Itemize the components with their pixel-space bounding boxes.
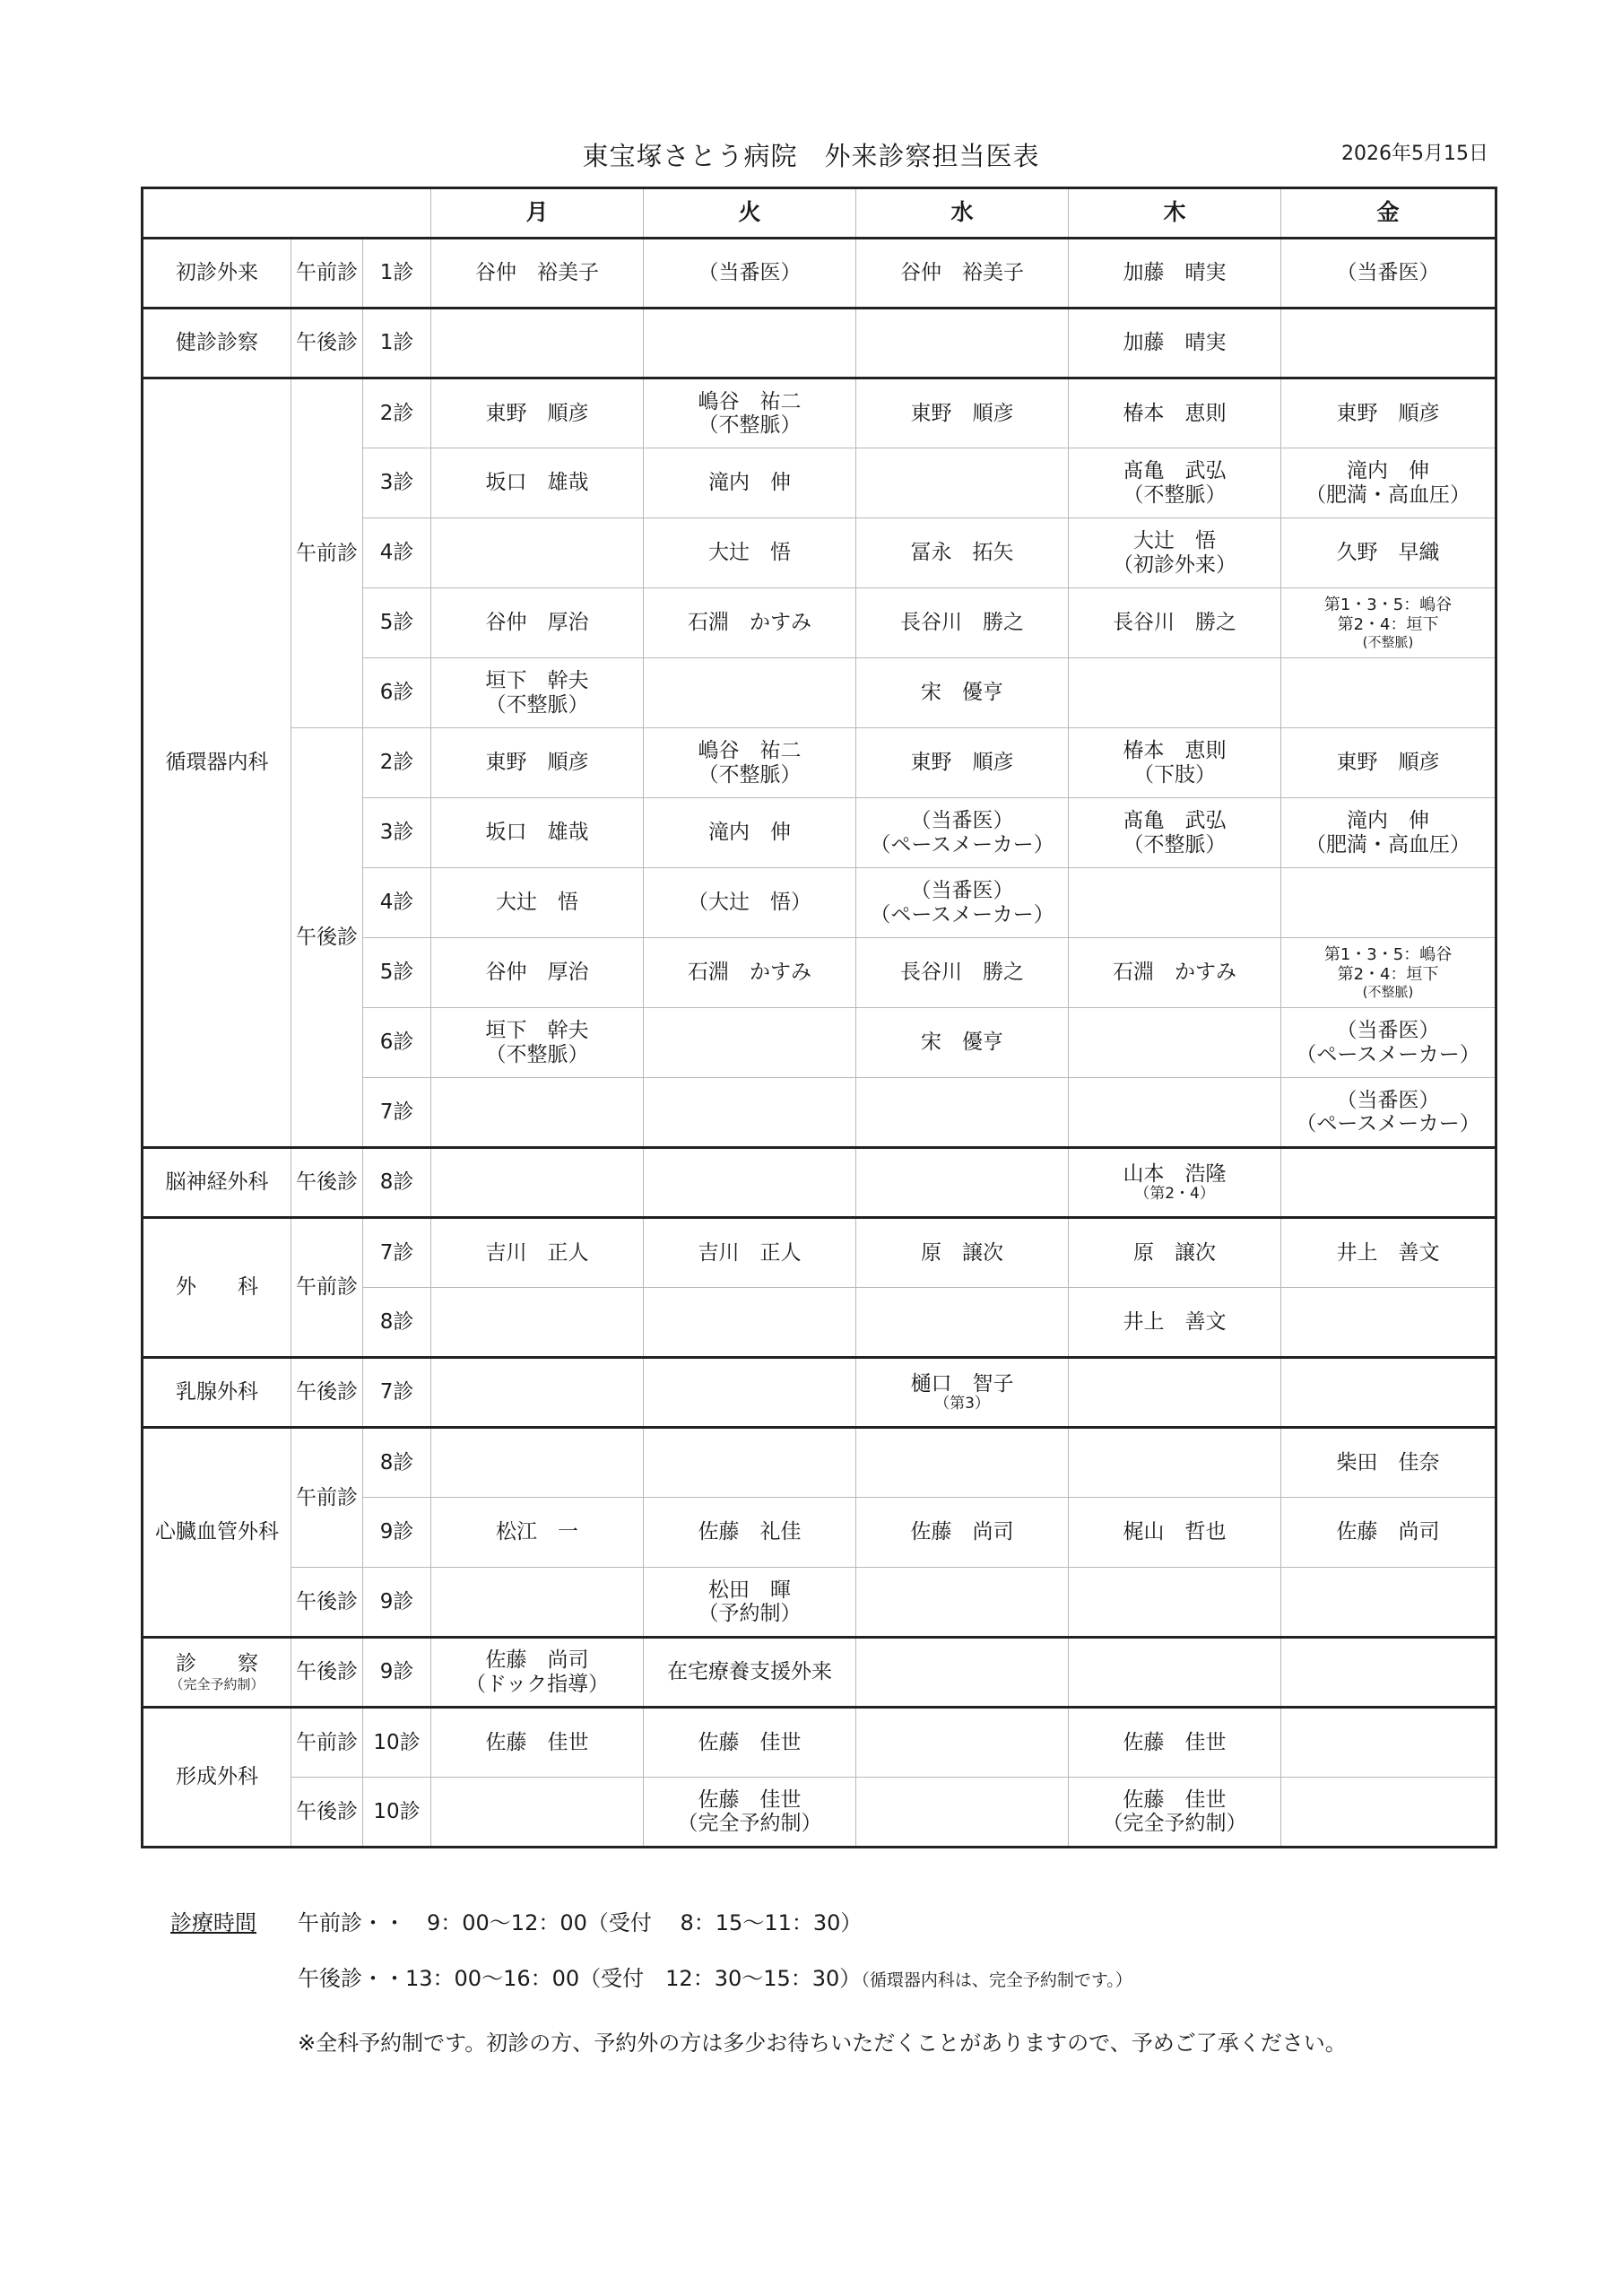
doctor-cell-mon [431, 1638, 644, 1708]
doctor-cell-fri [1281, 1568, 1496, 1638]
page-title: 東宝塚さとう病院 外来診察担当医表 [582, 141, 1040, 171]
doctor-name: 第1・3・5：嶋谷 [1323, 944, 1453, 964]
doctor-cell-fri [1281, 588, 1496, 658]
table-row [143, 309, 1496, 378]
doctor-note: （ドック指導） [464, 1672, 610, 1696]
doctor-name: 谷仲 厚治 [485, 961, 589, 985]
doctor-note: （予約制） [698, 1602, 802, 1625]
doctor-cell-tue [644, 1078, 856, 1148]
header-blank [143, 188, 431, 239]
doctor-cell-fri [1281, 1778, 1496, 1848]
doctor-cell-fri [1281, 938, 1496, 1008]
doctor-name: 第1・3・5：嶋谷 [1323, 595, 1453, 614]
doctor-name: 大辻 悟 [708, 541, 792, 565]
doctor-name: 佐藤 尚司 [1336, 1520, 1440, 1544]
doctor-name: 石淵 かすみ [1113, 961, 1237, 985]
doctor-cell-thu [1069, 309, 1281, 378]
doctor-cell-fri [1281, 658, 1496, 728]
doctor-name: 柴田 佳奈 [1336, 1450, 1440, 1474]
department-name: 診 察 [176, 1652, 258, 1676]
doctor-name: 佐藤 佳世 [1123, 1787, 1227, 1812]
doctor-cell-wed [856, 1288, 1069, 1358]
doctor-cell-mon [431, 1008, 644, 1078]
doctor-cell-wed [856, 1008, 1069, 1078]
doctor-cell-fri [1281, 868, 1496, 938]
doctor-cell-tue [644, 1148, 856, 1218]
hours-pm-row [298, 1961, 1132, 1992]
table-row [143, 1148, 1496, 1218]
doctor-name: 垣下 幹夫 [485, 1019, 589, 1043]
doctor-note: （肥満・高血圧） [1305, 832, 1471, 857]
doctor-cell-thu [1069, 1428, 1281, 1498]
doctor-name: （大辻 悟） [688, 891, 812, 915]
doctor-name: 髙亀 武弘 [1123, 809, 1227, 833]
doctor-cell-tue [644, 1008, 856, 1078]
doctor-cell-tue [644, 868, 856, 938]
room-cell: 7診 [363, 1218, 431, 1288]
doctor-name: 宋 優亨 [921, 1031, 1004, 1055]
doctor-cell-thu [1069, 1358, 1281, 1428]
doctor-note: （第2・4） [1134, 1184, 1215, 1203]
header-day-tue: 火 [644, 188, 856, 239]
doctor-name: 椿本 恵則 [1123, 739, 1227, 763]
department-cell [143, 1148, 291, 1218]
doctor-cell-thu [1069, 1218, 1281, 1288]
room-cell: 7診 [363, 1358, 431, 1428]
doctor-name: 井上 善文 [1336, 1240, 1440, 1265]
doctor-name: 吉川 正人 [485, 1240, 589, 1265]
doctor-cell-thu [1069, 1708, 1281, 1778]
doctor-cell-tue [644, 518, 856, 588]
doctor-note: （完全予約制） [1102, 1812, 1247, 1835]
table-row [143, 1778, 1496, 1848]
room-cell: 6診 [363, 658, 431, 728]
period-cell: 午前診 [291, 1428, 363, 1568]
doctor-cell-mon [431, 1568, 644, 1638]
room-cell: 9診 [363, 1498, 431, 1568]
doctor-name: 坂口 雄哉 [485, 471, 589, 495]
doctor-name: 佐藤 佳世 [485, 1730, 589, 1754]
room-cell: 1診 [363, 309, 431, 378]
doctor-cell-thu [1069, 938, 1281, 1008]
doctor-cell-tue [644, 309, 856, 378]
table-row [143, 1638, 1496, 1708]
doctor-name: 佐藤 尚司 [910, 1520, 1014, 1544]
doctor-name: 東野 順彦 [1336, 401, 1440, 425]
doctor-cell-wed [856, 1708, 1069, 1778]
doctor-note: （肥満・高血圧） [1305, 483, 1471, 507]
doctor-note: 第2・4：垣下 [1337, 964, 1439, 984]
room-cell: 7診 [363, 1078, 431, 1148]
doctor-cell-mon [431, 728, 644, 798]
doctor-cell-thu [1069, 1078, 1281, 1148]
room-cell: 2診 [363, 728, 431, 798]
doctor-cell-thu [1069, 518, 1281, 588]
doctor-cell-tue [644, 798, 856, 868]
doctor-name: 谷仲 厚治 [485, 611, 589, 635]
doctor-note: （不整脈） [485, 1042, 589, 1066]
doctor-name: （当番医） [1336, 261, 1440, 285]
doctor-name: 原 譲次 [921, 1240, 1004, 1265]
doctor-cell-wed [856, 1568, 1069, 1638]
doctor-cell-thu [1069, 588, 1281, 658]
department-cell [143, 1638, 291, 1708]
doctor-name: 髙亀 武弘 [1123, 459, 1227, 483]
doctor-name: 大辻 悟 [1133, 529, 1217, 553]
doctor-note: （ペースメーカー） [870, 902, 1054, 926]
department-cell [143, 1428, 291, 1638]
doctor-note: （下肢） [1133, 762, 1217, 787]
doctor-name: 原 譲次 [1133, 1240, 1217, 1265]
doctor-cell-tue [644, 1358, 856, 1428]
department-name: 外 科 [176, 1275, 258, 1300]
doctor-cell-mon [431, 1778, 644, 1848]
doctor-cell-tue [644, 378, 856, 448]
doctor-name: 長谷川 勝之 [1113, 611, 1237, 635]
department-name: 循環器内科 [165, 751, 269, 775]
period-cell: 午前診 [291, 1218, 363, 1358]
doctor-cell-fri [1281, 239, 1496, 309]
doctor-cell-tue [644, 1708, 856, 1778]
doctor-cell-mon [431, 518, 644, 588]
doctor-name: 東野 順彦 [910, 751, 1014, 775]
doctor-cell-fri [1281, 1638, 1496, 1708]
doctor-cell-mon [431, 868, 644, 938]
doctor-name: （当番医） [910, 809, 1014, 833]
doctor-cell-wed [856, 518, 1069, 588]
doctor-cell-wed [856, 378, 1069, 448]
doctor-cell-tue [644, 1778, 856, 1848]
period-cell: 午後診 [291, 728, 363, 1148]
room-cell: 8診 [363, 1428, 431, 1498]
header-day-wed: 水 [856, 188, 1069, 239]
doctor-cell-thu [1069, 868, 1281, 938]
doctor-cell-thu [1069, 1288, 1281, 1358]
doctor-cell-tue [644, 1218, 856, 1288]
doctor-cell-wed [856, 1358, 1069, 1428]
department-cell [143, 1708, 291, 1848]
doctor-name: 山本 浩隆 [1123, 1161, 1227, 1186]
room-cell: 4診 [363, 868, 431, 938]
doctor-name: 谷仲 裕美子 [475, 261, 600, 285]
period-cell: 午後診 [291, 1148, 363, 1218]
doctor-cell-mon [431, 239, 644, 309]
room-cell: 3診 [363, 448, 431, 518]
doctor-cell-fri [1281, 309, 1496, 378]
doctor-name: 滝内 伸 [708, 471, 792, 495]
doctor-cell-thu [1069, 1498, 1281, 1568]
doctor-cell-fri [1281, 518, 1496, 588]
table-row [143, 239, 1496, 309]
doctor-name: （当番医） [698, 261, 802, 285]
doctor-name: 谷仲 裕美子 [900, 261, 1025, 285]
doctor-cell-wed [856, 1148, 1069, 1218]
doctor-cell-fri [1281, 378, 1496, 448]
doctor-name: 東野 順彦 [1336, 751, 1440, 775]
doctor-name: 佐藤 礼佳 [698, 1520, 802, 1544]
doctor-name: 宋 優亨 [921, 681, 1004, 705]
doctor-cell-thu [1069, 448, 1281, 518]
doctor-cell-wed [856, 1638, 1069, 1708]
doctor-name: 久野 早織 [1336, 541, 1440, 565]
doctor-cell-tue [644, 728, 856, 798]
period-cell: 午後診 [291, 1778, 363, 1848]
period-cell: 午後診 [291, 309, 363, 378]
doctor-cell-mon [431, 938, 644, 1008]
doctor-cell-mon [431, 448, 644, 518]
doctor-cell-thu [1069, 658, 1281, 728]
room-cell: 10診 [363, 1778, 431, 1848]
doctor-cell-thu [1069, 1638, 1281, 1708]
doctor-cell-mon [431, 1708, 644, 1778]
doctor-cell-wed [856, 309, 1069, 378]
department-cell [143, 309, 291, 378]
doctor-cell-fri [1281, 448, 1496, 518]
doctor-cell-thu [1069, 798, 1281, 868]
doctor-cell-mon [431, 1498, 644, 1568]
doctor-cell-tue [644, 1498, 856, 1568]
doctor-name: 滝内 伸 [1347, 459, 1430, 483]
doctor-name: 滝内 伸 [708, 821, 792, 845]
doctor-cell-fri [1281, 798, 1496, 868]
doctor-note: （不整脈） [1123, 483, 1227, 507]
department-name: 形成外科 [176, 1765, 258, 1789]
doctor-cell-tue [644, 1288, 856, 1358]
department-name: 乳腺外科 [176, 1380, 258, 1405]
doctor-name: 佐藤 尚司 [485, 1648, 589, 1673]
doctor-cell-thu [1069, 1008, 1281, 1078]
doctor-cell-fri [1281, 1078, 1496, 1148]
doctor-name: 松田 暉 [708, 1578, 792, 1602]
header-day-thu: 木 [1069, 188, 1281, 239]
doctor-note: （ペースメーカー） [1296, 1042, 1480, 1066]
doctor-cell-tue [644, 1638, 856, 1708]
table-row [143, 1708, 1496, 1778]
doctor-note: （不整脈） [698, 762, 802, 787]
doctor-cell-wed [856, 1498, 1069, 1568]
hours-pm-note: （循環器内科は、完全予約制です。） [861, 1970, 1132, 1990]
period-cell: 午後診 [291, 1568, 363, 1638]
doctor-cell-wed [856, 1218, 1069, 1288]
department-name: 健診診察 [176, 331, 258, 355]
doctor-cell-wed [856, 448, 1069, 518]
doctor-name: 嶋谷 祐二 [698, 389, 802, 413]
doctor-cell-mon [431, 1218, 644, 1288]
doctor-name: 梶山 哲也 [1123, 1520, 1227, 1544]
hours-am: 午前診・・ 9：00～12：00（受付 8：15～11：30） [298, 1910, 863, 1935]
table-row [143, 378, 1496, 448]
doctor-name: 加藤 晴実 [1123, 331, 1227, 355]
hours-label: 診療時間 [170, 1910, 256, 1935]
table-row [143, 1218, 1496, 1288]
doctor-name: 佐藤 佳世 [698, 1787, 802, 1812]
room-cell: 1診 [363, 239, 431, 309]
doctor-note: 第2・4：垣下 [1337, 614, 1439, 634]
doctor-name: 樋口 智子 [910, 1371, 1014, 1396]
doctor-cell-mon [431, 588, 644, 658]
doctor-name: 吉川 正人 [698, 1240, 802, 1265]
doctor-note: （ペースメーカー） [1296, 1112, 1480, 1135]
doctor-cell-wed [856, 728, 1069, 798]
doctor-cell-fri [1281, 1428, 1496, 1498]
reservation-note: ※全科予約制です。初診の方、予約外の方は多少お待ちいただくことがありますので、予めご了承ください。 [298, 2031, 1347, 2056]
doctor-name: 大辻 悟 [496, 891, 579, 915]
doctor-cell-mon [431, 378, 644, 448]
doctor-note: (不整脈) [1362, 984, 1414, 1001]
room-cell: 4診 [363, 518, 431, 588]
doctor-cell-thu [1069, 728, 1281, 798]
doctor-cell-fri [1281, 728, 1496, 798]
header-row [143, 188, 1496, 239]
doctor-cell-wed [856, 1428, 1069, 1498]
doctor-cell-wed [856, 1078, 1069, 1148]
doctor-name: （当番医） [1336, 1088, 1440, 1112]
doctor-name: 冨永 拓矢 [910, 541, 1014, 565]
doctor-name: 石淵 かすみ [688, 611, 812, 635]
room-cell: 10診 [363, 1708, 431, 1778]
doctor-cell-thu [1069, 239, 1281, 309]
doctor-cell-fri [1281, 1008, 1496, 1078]
doctor-name: 坂口 雄哉 [485, 821, 589, 845]
table-row [143, 1428, 1496, 1498]
doctor-cell-fri [1281, 1218, 1496, 1288]
doctor-name: 東野 順彦 [485, 401, 589, 425]
doctor-name: 嶋谷 祐二 [698, 739, 802, 763]
doctor-cell-fri [1281, 1708, 1496, 1778]
room-cell: 8診 [363, 1288, 431, 1358]
doctor-cell-tue [644, 239, 856, 309]
doctor-cell-mon [431, 1288, 644, 1358]
doctor-cell-fri [1281, 1148, 1496, 1218]
issue-date: 2026年5月15日 [1341, 143, 1488, 165]
doctor-cell-tue [644, 588, 856, 658]
doctor-name: 在宅療養支援外来 [667, 1660, 833, 1684]
doctor-cell-mon [431, 1358, 644, 1428]
doctor-note: （不整脈） [485, 692, 589, 717]
period-cell: 午後診 [291, 1638, 363, 1708]
doctor-note: （完全予約制） [677, 1812, 822, 1835]
doctor-cell-wed [856, 239, 1069, 309]
department-cell [143, 1218, 291, 1358]
doctor-note: (不整脈) [1362, 634, 1414, 651]
doctor-cell-thu [1069, 1778, 1281, 1848]
doctor-name: 長谷川 勝之 [900, 961, 1025, 985]
doctor-name: 東野 順彦 [485, 751, 589, 775]
doctor-cell-mon [431, 658, 644, 728]
doctor-note: （初診外来） [1113, 552, 1237, 577]
room-cell: 6診 [363, 1008, 431, 1078]
doctor-name: （当番医） [1336, 1019, 1440, 1043]
department-subnote: （完全予約制） [169, 1675, 265, 1692]
hours-am-row [170, 1905, 862, 1936]
doctor-name: 垣下 幹夫 [485, 669, 589, 693]
period-cell: 午前診 [291, 239, 363, 309]
doctor-cell-mon [431, 798, 644, 868]
hours-pm: 午後診・・13：00～16：00（受付 12：30～15：30） [298, 1966, 862, 1991]
room-cell: 8診 [363, 1148, 431, 1218]
header-day-mon: 月 [431, 188, 644, 239]
doctor-cell-thu [1069, 1568, 1281, 1638]
department-name: 心臓血管外科 [155, 1520, 279, 1544]
period-cell: 午前診 [291, 1708, 363, 1778]
doctor-cell-mon [431, 1428, 644, 1498]
department-cell [143, 1358, 291, 1428]
room-cell: 5診 [363, 588, 431, 658]
room-cell: 9診 [363, 1568, 431, 1638]
doctor-note: （不整脈） [1123, 832, 1227, 857]
schedule-table [141, 187, 1497, 1848]
doctor-cell-tue [644, 1568, 856, 1638]
doctor-cell-thu [1069, 1148, 1281, 1218]
doctor-cell-fri [1281, 1358, 1496, 1428]
doctor-cell-mon [431, 1148, 644, 1218]
doctor-cell-thu [1069, 378, 1281, 448]
doctor-name: 東野 順彦 [910, 401, 1014, 425]
table-row [143, 728, 1496, 798]
doctor-name: 佐藤 佳世 [1123, 1730, 1227, 1754]
doctor-name: 石淵 かすみ [688, 961, 812, 985]
doctor-cell-tue [644, 658, 856, 728]
doctor-cell-mon [431, 1078, 644, 1148]
doctor-note: （不整脈） [698, 413, 802, 437]
doctor-name: 佐藤 佳世 [698, 1730, 802, 1754]
department-cell [143, 239, 291, 309]
doctor-cell-wed [856, 658, 1069, 728]
doctor-cell-fri [1281, 1498, 1496, 1568]
doctor-cell-wed [856, 938, 1069, 1008]
period-cell: 午前診 [291, 378, 363, 728]
department-name: 脳神経外科 [165, 1170, 269, 1195]
doctor-cell-mon [431, 309, 644, 378]
table-row [143, 1358, 1496, 1428]
doctor-cell-tue [644, 938, 856, 1008]
doctor-cell-tue [644, 1428, 856, 1498]
room-cell: 2診 [363, 378, 431, 448]
table-row [143, 1568, 1496, 1638]
doctor-name: （当番医） [910, 879, 1014, 903]
doctor-note: （ペースメーカー） [870, 832, 1054, 857]
doctor-note: （第3） [934, 1394, 990, 1413]
department-cell [143, 378, 291, 1148]
doctor-cell-wed [856, 798, 1069, 868]
room-cell: 5診 [363, 938, 431, 1008]
doctor-name: 椿本 恵則 [1123, 401, 1227, 425]
room-cell: 3診 [363, 798, 431, 868]
header-day-fri: 金 [1281, 188, 1496, 239]
department-name: 初診外来 [176, 261, 258, 285]
doctor-name: 井上 善文 [1123, 1309, 1227, 1334]
doctor-name: 滝内 伸 [1347, 809, 1430, 833]
doctor-name: 松江 一 [496, 1520, 579, 1544]
doctor-cell-wed [856, 1778, 1069, 1848]
doctor-name: 長谷川 勝之 [900, 611, 1025, 635]
doctor-cell-tue [644, 448, 856, 518]
doctor-cell-fri [1281, 1288, 1496, 1358]
period-cell: 午後診 [291, 1358, 363, 1428]
doctor-cell-wed [856, 868, 1069, 938]
doctor-name: 加藤 晴実 [1123, 261, 1227, 285]
doctor-cell-wed [856, 588, 1069, 658]
room-cell: 9診 [363, 1638, 431, 1708]
